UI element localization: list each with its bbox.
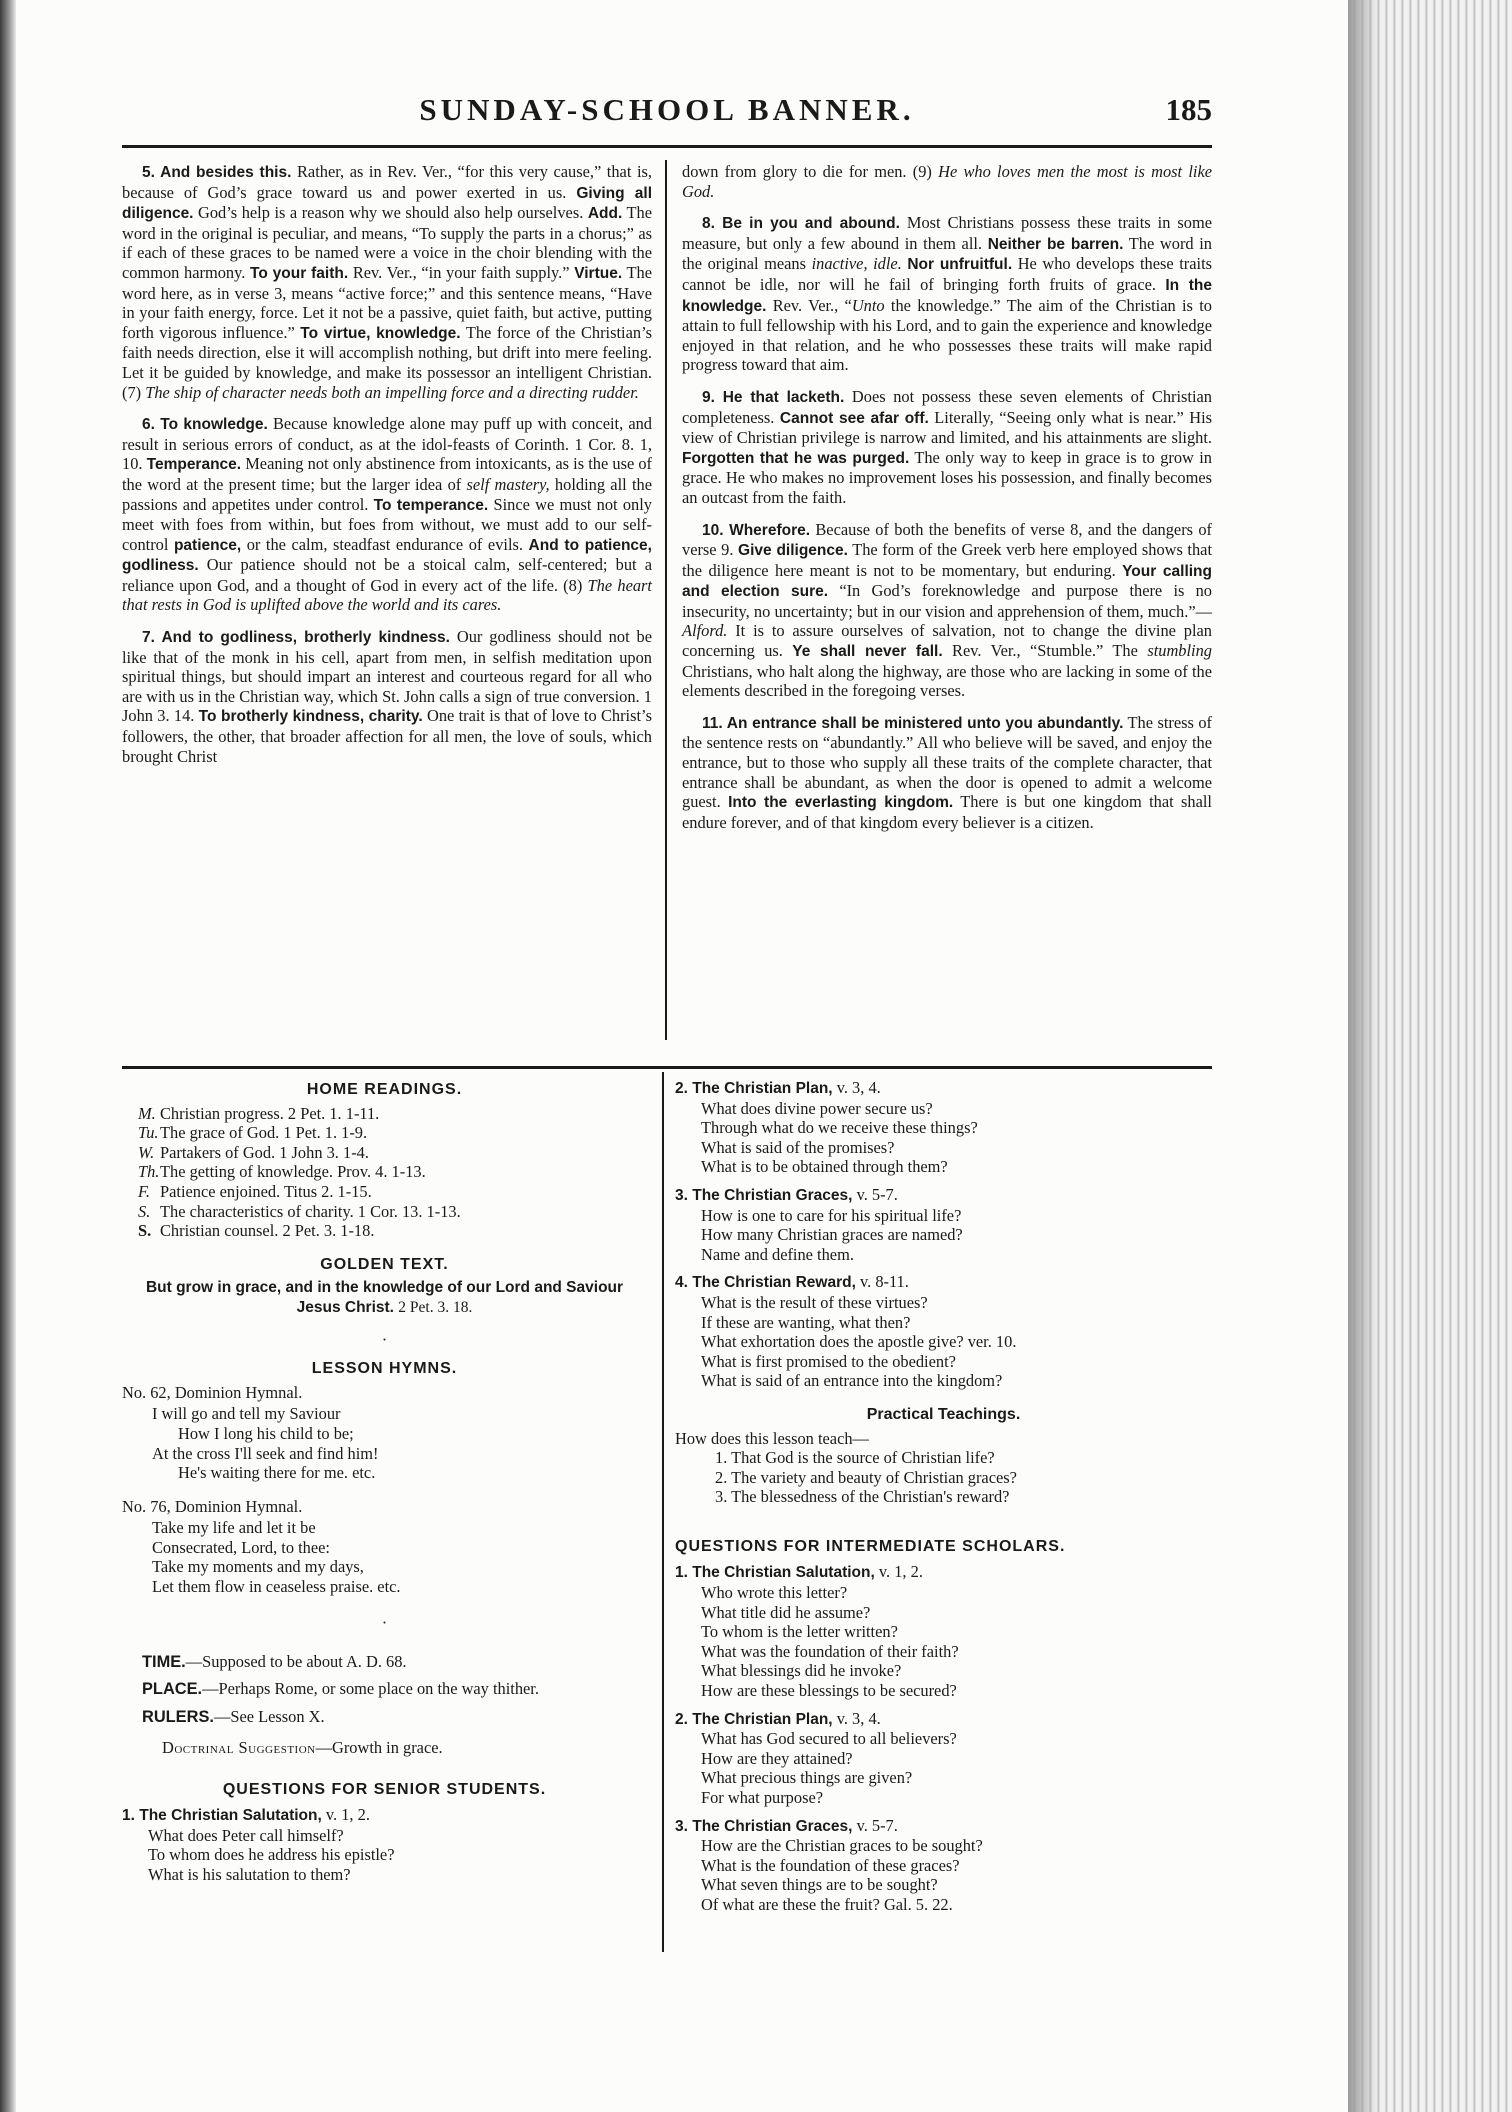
- lesson-place: PLACE.—Perhaps Rome, or some place on the way thither.: [142, 1678, 539, 1698]
- reading-item: Th.The getting of knowledge. Prov. 4. 1-13.: [138, 1162, 426, 1182]
- lesson-time: TIME.—Supposed to be about A. D. 68.: [142, 1652, 407, 1672]
- header-rule: [122, 145, 1212, 148]
- question-list: What has God secured to all believers? How are they attained? What precious things are given? For what purpose?: [701, 1729, 957, 1807]
- hymn-verse: Take my life and let it be Consecrated, Lord, to thee: Take my moments and my days, Let them flow in ceaseless praise. etc.: [152, 1518, 401, 1597]
- lesson-helps-right: [675, 1078, 1212, 1923]
- question-heading: 1. The Christian Salutation, v. 1, 2.: [122, 1805, 370, 1825]
- reading-item: M. Christian progress. 2 Pet. 1. 1-11.: [138, 1103, 380, 1123]
- reading-item: Tu.The grace of God. 1 Pet. 1. 1-9.: [138, 1123, 368, 1143]
- commentary-verse-6: 6. To knowledge. Because knowledge alone may puff up with conceit, and result in serious errors of conduct, as at the idol-feasts of Corinth. 1 Cor. 8. 1, 10. Temperance. Meaning not only abstinence from intoxicants, as is the use of the word at the present time; but the larger idea of self mastery, holding all the passions and appetites under control. To temperance. Since we must not only meet with foes from within, but foes from without, we must add to our self-control patience, or the calm, steadfast endurance of evils. And to patience, godliness. Our patience should not be a stoical calm, self-centered; but a reliance upon God, and a thought of God in every act of the life. (8) The heart that rests in God is uplifted above the world and its cares.: [122, 414, 653, 615]
- home-readings-list: [122, 1104, 647, 1241]
- reading-item: W. Partakers of God. 1 John 3. 1-4.: [138, 1142, 369, 1162]
- page-header: [122, 92, 1212, 142]
- lesson-rulers: RULERS.—See Lesson X.: [142, 1707, 325, 1727]
- golden-text: But grow in grace, and in the knowledge of our Lord and Saviour Jesus Christ. 2 Pet. 3. 18.: [145, 1279, 624, 1316]
- page-number: 185: [1165, 92, 1212, 127]
- commentary-right-column: [682, 162, 1212, 844]
- section-rule: [122, 1066, 1212, 1069]
- hymn-number: No. 62, Dominion Hymnal.: [122, 1382, 303, 1402]
- lesson-hymns-title: LESSON HYMNS.: [311, 1360, 458, 1378]
- hymn-verse: I will go and tell my Saviour How I long his child to be; At the cross I'll seek and find him! He's waiting there for me. etc.: [152, 1404, 379, 1483]
- home-readings-title: HOME READINGS.: [306, 1081, 463, 1098]
- question-heading: 2. The Christian Plan, v. 3, 4.: [675, 1078, 881, 1097]
- commentary-verse-8: 8. Be in you and abound. Most Christians possess these traits in some measure, but only a few abound in them all. Neither be barren. The word in the original means inactive, idle. Nor unfruitful. He who develops these traits cannot be idle, nor will he fail of bringing forth fruits of grace. In the knowledge. Rev. Ver., “Unto the knowledge.” The aim of the Christian is to attain to full fellowship with his Lord, and to gain the experience and knowledge enjoyed in that relation, and he who possesses these traits will make rapid progress toward that aim.: [682, 213, 1213, 375]
- senior-questions-title: QUESTIONS FOR SENIOR STUDENTS.: [222, 1780, 547, 1798]
- running-title: SUNDAY-SCHOOL BANNER.: [419, 92, 915, 127]
- question-heading: 1. The Christian Salutation, v. 1, 2.: [675, 1562, 923, 1582]
- question-list: How is one to care for his spiritual life? How many Christian graces are named? Name and define them.: [701, 1205, 963, 1264]
- question-heading: 3. The Christian Graces, v. 5-7.: [675, 1815, 898, 1835]
- hymn-number: No. 76, Dominion Hymnal.: [122, 1496, 303, 1516]
- commentary-verse-7: 7. And to godliness, brotherly kindness. Our godliness should not be like that of the monk in his cell, apart from men, in selfish meditation upon spiritual things, but should impart an interest and courteous regard for all who are with us in the Christian way, which St. John calls a sign of true conversion. 1 John 3. 14. To brotherly kindness, charity. One trait is that of love to Christ’s followers, the other, that broader affection for all men, the love of souls, which brought Christ: [122, 627, 652, 766]
- page-stack-edge: [1348, 0, 1512, 2112]
- commentary-verse-9: 9. He that lacketh. Does not possess these seven elements of Christian completeness. Cannot see afar off. Literally, “Seeing only what is near.” His view of Christian privilege is narrow and limited, and his attainments are slight. Forgotten that he was purged. The only way to keep in grace is to grow in grace. He who makes no improvement loses his possession, and finally becomes an outcast from the faith.: [682, 386, 1213, 507]
- commentary-verse-5: 5. And besides this. Rather, as in Rev. Ver., “for this very cause,” that is, because of God’s grace toward us and power exerted in us. Giving all diligence. God’s help is a reason why we should also help ourselves. Add. The word in the original is peculiar, and means, “To supply the parts in a chorus;” as if each of these graces to be named were a voice in the choir blending with the common harmony. To your faith. Rev. Ver., “in your faith supply.” Virtue. The word here, as in verse 3, means “active force;” and this sentence means, “Have in your faith energy, force. Let it not be a passive, quiet faith, but active, putting forth vigorous influence.” To virtue, knowledge. The force of the Christian’s faith needs direction, else it will accomplish nothing, but drift into mere feeling. Let it be guided by knowledge, and make its possessor an intelligent Christian. (7) The ship of character needs both an impelling force and a directing rudder.: [122, 162, 652, 402]
- page-left-edge: [0, 0, 16, 2112]
- question-list: Who wrote this letter? What title did he assume? To whom is the letter written? What was the foundation of their faith? What blessings did he invoke? How are these blessings to be secured?: [701, 1583, 959, 1701]
- question-list: What is the result of these virtues? If these are wanting, what then? What exhortation does the apostle give? ver. 10. What is first promised to the obedient? What is said of an entrance into the kingdom?: [701, 1292, 1017, 1391]
- question-heading: 3. The Christian Graces, v. 5-7.: [675, 1184, 898, 1204]
- commentary-verse-7-continued: down from glory to die for men. (9) He who loves men the most is most like God.: [682, 162, 1213, 201]
- practical-intro: How does this lesson teach—: [675, 1428, 869, 1448]
- question-list: What does Peter call himself? To whom does he address his epistle? What is his salutation to them?: [148, 1825, 395, 1884]
- reading-item: F. Patience enjoined. Titus 2. 1-15.: [138, 1181, 372, 1201]
- reading-item: S. Christian counsel. 2 Pet. 3. 1-18.: [138, 1221, 375, 1241]
- practical-list: 1. That God is the source of Christian life? 2. The variety and beauty of Christian graces? 3. The blessedness of the Christian's reward?: [715, 1448, 1017, 1507]
- commentary-left-column: [122, 162, 652, 778]
- practical-teachings-title: Practical Teachings.: [866, 1405, 1021, 1423]
- golden-text-title: GOLDEN TEXT.: [320, 1255, 449, 1273]
- doctrinal-suggestion: Doctrinal Suggestion—Growth in grace.: [162, 1738, 443, 1758]
- column-divider-bottom: [662, 1072, 664, 1952]
- commentary-verse-11: 11. An entrance shall be ministered unto you abundantly. The stress of the sentence rests on “abundantly.” All who believe will be saved, and enjoy the entrance, but to those who supply all these traits of the complete character, that entrance shall be abundant, as when the door is opened to admit a welcome guest. Into the everlasting kingdom. There is but one kingdom that shall endure forever, and of that kingdom every believer is a citizen.: [682, 712, 1212, 832]
- lesson-helps-left: HOME READINGS. M. Christian progress. 2 Pet. 1. 1-11. Tu.The grace of God. 1 Pet. 1. 1-9. W. Partakers of God. 1 John 3. 1-4. Th.The getting of knowledge. Prov. 4. 1-13. F. Patience enjoined. Titus 2. 1-15. S. The characteristics of charity. 1 Cor. 13. 1-13. S. Christian counsel. 2 Pet. 3. 1-18. GOLDEN TEXT. But grow in grace, and in the knowledge of our Lord and Saviour Jesus Christ. 2 Pet. 3. 18. · LESSON HYMNS. No. 62, Dominion Hymnal. I will go and tell my Saviour How I long his child to be; At the cross I'll seek and find him! He's waiting there for me. etc. No. 76, Dominion Hymnal. Take my life and let it be Consecrated, Lord, to thee: Take my moments and my days, Let them flow in ceaseless praise. etc. · TIME.—Supposed to be about A. D. 68. PLACE.—Perhaps Rome, or some place on the way thither. RULERS.—See Lesson X. Doctrinal Suggestion—Growth in grace. QUESTIONS FOR SENIOR STUDENTS. 1. The Christian Salutation, v. 1, 2. What does Peter call himself? To whom does he address his epistle? What is his salutation to them?: [122, 1080, 647, 1893]
- reading-item: S. The characteristics of charity. 1 Cor. 13. 1-13.: [138, 1201, 461, 1221]
- question-list: What does divine power secure us? Through what do we receive these things? What is said of the promises? What is to be obtained through them?: [701, 1098, 978, 1177]
- intermediate-questions-title: QUESTIONS FOR INTERMEDIATE SCHOLARS.: [675, 1537, 1066, 1555]
- commentary-verse-10: 10. Wherefore. Because of both the benefits of verse 8, and the dangers of verse 9. Give diligence. The form of the Greek verb here employed shows that the diligence here meant is not to be momentary, but enduring. Your calling and election sure. “In God’s foreknowledge and purpose there is no insecurity, no uncertainty; but in our vision and apprehension of them, much.”—Alford. It is to assure ourselves of salvation, not to change the divine plan concerning us. Ye shall never fall. Rev. Ver., “Stumble.” The stumbling Christians, who halt along the highway, are those who are lacking in some of the elements described in the foregoing verses.: [682, 519, 1213, 701]
- question-list: How are the Christian graces to be sought? What is the foundation of these graces? What seven things are to be sought? Of what are these the fruit? Gal. 5. 22.: [701, 1836, 983, 1914]
- question-heading: 2. The Christian Plan, v. 3, 4.: [675, 1708, 881, 1728]
- question-heading: 4. The Christian Reward, v. 8-11.: [675, 1272, 909, 1292]
- column-divider-top: [665, 160, 667, 1040]
